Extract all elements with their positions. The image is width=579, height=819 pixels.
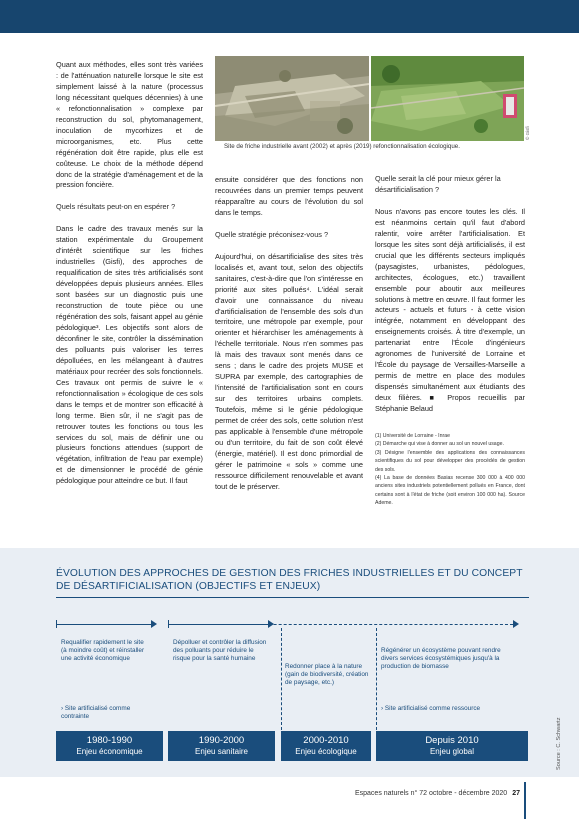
paragraph: Dans le cadre des travaux menés sur la station expérimentale du Groupement d'intérêt scientifique sur les friches industrielles (Gisfi), des approches de requalification de sites très artificialisés sont développées depuis plusieurs années. Elles sont basées sur un diagnostic puis une reconstruction de toute pièce ou une régénération des sols, faisant appel au génie pédologique³. Les objectifs sont alors de déconfiner le site, contrôler la dissémination des polluants puis valoriser les terres dépolluées, en les mélangeant à d'autres matériaux pour recréer des sols fonctionnels. Ces travaux ont permis de suivre le « refonctionnalisation » écologique de ces sols dans le temps et de montrer son efficacité à long terme. Bien sûr, il ne s'agit pas de retrouver toutes les fonctions ou tous les services du sol, mais de définir une ou plusieurs fonctions attendues (support de végétation, infiltration de l'eau par exemple) et de dimensionner le procédé de génie pédologique pour atteindre ce but. Il faut bbox=[56, 224, 203, 486]
article-column-2 bbox=[215, 175, 363, 493]
footnote: (1) Université de Lorraine - Inrae bbox=[375, 433, 450, 439]
figure-source: Source : C. Schwartz bbox=[556, 717, 562, 770]
period-label: Enjeu sanitaire bbox=[195, 747, 248, 756]
timeline-divider bbox=[376, 628, 377, 730]
footnotes bbox=[375, 432, 525, 508]
photo-2019 bbox=[371, 56, 524, 141]
article-column-1 bbox=[56, 60, 203, 487]
period-years: 2000-2010 bbox=[303, 735, 349, 746]
period-years: 1990-2000 bbox=[198, 735, 245, 746]
interview-question: Quelle serait la clé pour mieux gérer la désartificialisation ? bbox=[375, 174, 501, 194]
timeline-arrow-line bbox=[56, 624, 151, 625]
arrow-head-icon bbox=[151, 620, 157, 628]
page-number: 27 bbox=[512, 790, 520, 797]
period-years: 1980-1990 bbox=[86, 735, 133, 746]
footer-rule bbox=[524, 782, 526, 819]
period-years: Depuis 2010 bbox=[425, 735, 479, 746]
paragraph: Nous n'avons pas encore toutes les clés. Il est néanmoins certain qu'il faut d'abord ralentir, voire arrêter l'artificialisation. Et lorsque les sites sont déjà artificialisés, il est crucial que les différents secteurs impliqués (paysagistes, urbanistes, pédologues, architectes, écologues, etc.) travaillent ensemble pour aboutir aux meilleures solutions à mettre en œuvre. Il faut former les acteurs - actuels et futurs - à cette vision intégrée, notamment en développant des enseignements croisés. À titre d'exemple, un partenariat entre l'École d'ingénieurs agronomes de l'université de Lorraine et l'École du paysage de Versailles-Marseille a permis de mettre en place des modules dispensés simultanément aux étudiants des deux filières. ■ Propos recueillis par Stéphanie Belaud bbox=[375, 206, 525, 414]
period-2000-2010 bbox=[281, 731, 371, 761]
approach-text-constraint: › Site artificialisé comme contrainte bbox=[61, 705, 131, 720]
paragraph: ensuite considérer que des fonctions non recouvrées dans un premier temps peuvent réapparaître au cours de l'évolution du sol dans le temps. bbox=[215, 175, 363, 217]
panel-title: ÉVOLUTION DES APPROCHES DE GESTION DES FRICHES INDUSTRIELLES ET DU CONCEPT DE DÉSARTIFICIALISATION (OBJECTIFS ET ENJEUX) bbox=[56, 568, 523, 592]
paragraph: Aujourd'hui, on désartificialise des sites très localisés et, avant tout, selon des objectifs sanitaires, c'est-à-dire que l'on s'intéresse en priorité aux sites pollués⁴. L'idéal serait d'avoir une connaissance du niveau d'artificialisation de l'ensemble des sols d'un territoire, une métropole par exemple, pour orienter et hiérarchiser les aménagements à l'échelle territoriale. Nous n'en sommes pas là mais des travaux sont menés dans ce sens ; dans le cadre des projets MUSE et SUPRA par exemple, des cartographies de l'intensité de l'artificialisation sont en cours sur des territoires urbains complets. Toutefois, même si le génie pédologique permet de créer des sols, cette solution n'est pas applicable à l'ensemble d'une métropole ou d'un territoire, du fait de son coût élevé (énergie, matériel). Il est donc primordial de gérer le patrimoine « sols » comme une ressource difficilement renouvelable et avant tout de le préserver. bbox=[215, 251, 363, 491]
timeline-divider bbox=[281, 628, 282, 730]
period-label: Enjeu écologique bbox=[295, 747, 357, 756]
page-footer bbox=[340, 790, 520, 797]
article-column-3 bbox=[375, 174, 525, 415]
paragraph: Quant aux méthodes, elles sont très variées : de l'atténuation naturelle lorsque le site est simplement laissé à la nature (processus long nécessitant quelques décennies) à une « refonctionnalisation » complexe par reconstruction du sol, phytomanagement, inoculation de mycorhizes et de microorganismes, etc. Plus cette régénération doit être rapide, plus elle est coûteuse. Le choix de la méthode dépend donc de la stratégie d'aménagement et de la pression foncière. bbox=[56, 60, 203, 190]
photo-2002 bbox=[215, 56, 369, 141]
period-1980-1990 bbox=[56, 731, 163, 761]
before-after-photos bbox=[215, 56, 524, 141]
interview-question: Quels résultats peut-on en espérer ? bbox=[56, 202, 176, 212]
timeline-dashed-line bbox=[168, 624, 513, 625]
photo-credit: © Gisfi bbox=[525, 126, 530, 140]
panel-divider bbox=[56, 597, 529, 598]
period-since-2010 bbox=[376, 731, 528, 761]
period-1990-2000 bbox=[168, 731, 275, 761]
approach-text-economic: Requalifier rapidement le site (à moindre coût) et réinstaller une activité économique bbox=[61, 639, 145, 662]
approach-text-sanitary: Dépolluer et contrôler la diffusion des polluants pour réduire le risque pour la santé humaine bbox=[173, 639, 267, 662]
interview-question: Quelle stratégie préconisez-vous ? bbox=[215, 229, 329, 239]
approach-text-global: Régénérer un écosystème pouvant rendre divers services écosystémiques jusqu'à la production de biomasse bbox=[381, 647, 501, 670]
photo-caption: Site de friche industrielle avant (2002) et après (2019) refonctionnalisation écologique. bbox=[224, 143, 460, 150]
footnote: (2) Démarche qui vise à donner au sol un nouvel usage. bbox=[375, 441, 504, 448]
footnote: (4) La base de données Basias recense 300 000 à 400 000 anciens sites industriels potentiellement pollués en France, dont certains sont à l'état de friche (soit environ 100 000 ha). Source Ademe. bbox=[375, 475, 525, 507]
footnote: (3) Désigne l'ensemble des applications des connaissances scientifiques du sol pour développer des procédés de gestion des sols. bbox=[375, 449, 525, 473]
approach-text-ecological: Redonner place à la nature (gain de biodiversité, création de paysage, etc.) bbox=[285, 663, 369, 686]
magazine-issue: Espaces naturels n° 72 octobre - décembre 2020 bbox=[354, 790, 508, 797]
period-label: Enjeu économique bbox=[76, 747, 143, 756]
header-band bbox=[0, 0, 579, 33]
approach-text-resource: › Site artificialisé comme ressource bbox=[381, 705, 481, 712]
period-label: Enjeu global bbox=[429, 747, 475, 756]
arrow-head-icon bbox=[513, 620, 519, 628]
